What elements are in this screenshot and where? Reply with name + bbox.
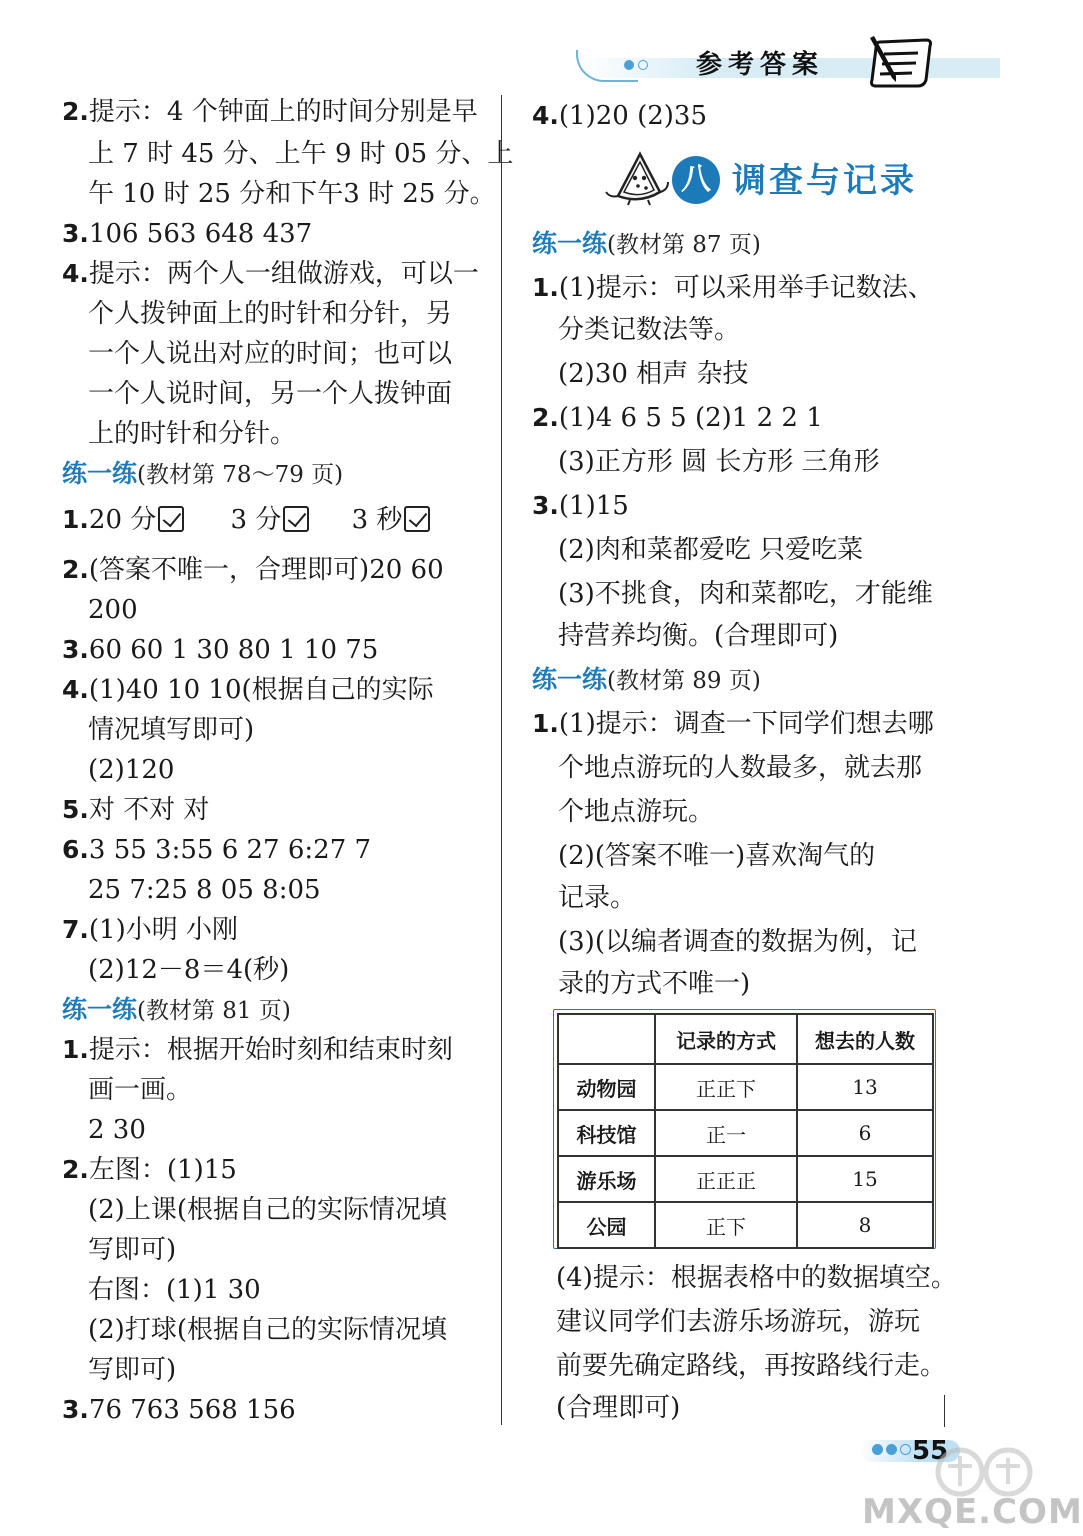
- answer-line: 4.(1)20 (2)35: [532, 101, 707, 131]
- answer-line: 上 7 时 45 分、上午 9 时 05 分、上: [88, 139, 514, 169]
- answer-line: 情况填写即可): [88, 715, 255, 745]
- answer-line: 25 7:25 8 05 8:05: [88, 875, 321, 905]
- answer-line: 记录。: [558, 883, 637, 913]
- answer-line: 3.76 763 568 156: [62, 1395, 296, 1425]
- answer-line: 7.(1)小明 小刚: [62, 915, 239, 945]
- footer-divider: [944, 1395, 945, 1427]
- answer-line: (2)肉和菜都爱吃 只爱吃菜: [558, 535, 864, 565]
- table-cell: 8: [797, 1202, 933, 1248]
- answer-line: 分类记数法等。: [558, 315, 741, 345]
- answer-line: 录的方式不唯一): [558, 969, 751, 999]
- answer-line: 5.对 不对 对: [62, 795, 210, 825]
- answer-line: 1.(1)提示：调查一下同学们想去哪: [532, 709, 934, 739]
- header-dots: [624, 60, 648, 70]
- header-title: 参考答案: [696, 50, 825, 80]
- section-heading: 练一练(教材第 81 页): [62, 995, 291, 1024]
- answer-line: (4)提示：根据表格中的数据填空。: [556, 1263, 957, 1293]
- checkbox-checked-icon: [404, 506, 430, 532]
- answer-line: 6.3 55 3:55 6 27 6:27 7: [62, 835, 372, 865]
- table-cell: 公园: [558, 1202, 655, 1248]
- answer-line: 前要先确定路线，再按路线行走。: [556, 1351, 947, 1381]
- paper-pen-icon: [866, 34, 940, 90]
- answer-line: 1.提示：根据开始时刻和结束时刻: [62, 1035, 453, 1065]
- table-row: [558, 1110, 933, 1156]
- section-heading: 练一练(教材第 78～79 页): [62, 459, 344, 488]
- answer-line: 上的时针和分针。: [88, 419, 297, 449]
- unit-title: 调查与记录: [732, 161, 917, 201]
- answer-line: 3.60 60 1 30 80 1 10 75: [62, 635, 379, 665]
- answer-line: (3)(以编者调查的数据为例，记: [558, 927, 917, 957]
- table-cell: 正一: [655, 1110, 797, 1156]
- table-row: [558, 1064, 933, 1110]
- answer-line: 2.左图：(1)15: [62, 1155, 237, 1185]
- answer-line: 个人拨钟面上的时针和分针，另: [88, 299, 453, 329]
- answer-line: 4.提示：两个人一组做游戏，可以一: [62, 259, 479, 289]
- table-cell: 正下: [655, 1202, 797, 1248]
- table-cell: 游乐场: [558, 1156, 655, 1202]
- answer-line: 午 10 时 25 分和下午3 时 25 分。: [88, 179, 496, 209]
- answer-line: 右图：(1)1 30: [88, 1275, 261, 1305]
- answer-line: 2.(答案不唯一，合理即可)20 60: [62, 555, 444, 585]
- answer-line: 4.(1)40 10 10(根据自己的实际: [62, 675, 434, 705]
- table-row: [558, 1202, 933, 1248]
- answer-line: 2.(1)4 6 5 5 (2)1 2 2 1: [532, 403, 823, 433]
- footer-dots: [872, 1444, 911, 1455]
- table-cell: 15: [797, 1156, 933, 1202]
- answer-line: (2)30 相声 杂技: [558, 359, 749, 389]
- record-table: [557, 1013, 934, 1249]
- answer-line: 建议同学们去游乐场游玩，游玩: [556, 1307, 921, 1337]
- answer-line: 3.(1)15: [532, 491, 629, 521]
- answer-line: (3)正方形 圆 长方形 三角形: [558, 447, 880, 477]
- answer-line: (2)(答案不唯一)喜欢淘气的: [558, 841, 876, 871]
- column-divider: [501, 95, 502, 1425]
- section-heading: 练一练(教材第 87 页): [532, 229, 761, 258]
- checkbox-checked-icon: [283, 506, 309, 532]
- answer-line: (2)12－8＝4(秒): [88, 955, 290, 985]
- table-cell: 科技馆: [558, 1110, 655, 1156]
- table-row: [558, 1156, 933, 1202]
- table-cell: 13: [797, 1064, 933, 1110]
- unit-number-badge: 八: [672, 156, 720, 204]
- answer-line: (2)120: [88, 755, 175, 785]
- table-header-cell: 记录的方式: [655, 1014, 797, 1064]
- table-header-cell: 想去的人数: [797, 1014, 933, 1064]
- answer-line: (3)不挑食，肉和菜都吃，才能维: [558, 579, 933, 609]
- table-header-cell: [558, 1014, 655, 1064]
- watermark-text: MXQE.COM: [862, 1492, 1083, 1532]
- section-heading: 练一练(教材第 89 页): [532, 665, 761, 694]
- answer-line: 2.提示：4 个钟面上的时间分别是早: [62, 97, 478, 127]
- checkbox-checked-icon: [158, 506, 184, 532]
- table-cell: 动物园: [558, 1064, 655, 1110]
- answer-line: 1.20 分 3 分 3 秒: [62, 504, 430, 536]
- table-cell: 6: [797, 1110, 933, 1156]
- table-cell: 正正下: [655, 1064, 797, 1110]
- answer-line: 写即可): [88, 1235, 177, 1265]
- answer-line: 个地点游玩的人数最多，就去那: [558, 753, 923, 783]
- answer-line: 2 30: [88, 1115, 146, 1145]
- answer-line: 3.106 563 648 437: [62, 219, 313, 249]
- page-number: 55: [912, 1436, 949, 1466]
- answer-line: 持营养均衡。(合理即可): [558, 621, 839, 651]
- answer-line: 个地点游玩。: [558, 797, 715, 827]
- table-cell: 正正正: [655, 1156, 797, 1202]
- answer-line: 画一画。: [88, 1075, 193, 1105]
- answer-line: (2)上课(根据自己的实际情况填: [88, 1195, 447, 1225]
- answer-line: 一个人说时间，另一个人拨钟面: [88, 379, 453, 409]
- answer-line: (2)打球(根据自己的实际情况填: [88, 1315, 447, 1345]
- watermelon-mascot-icon: [602, 148, 672, 206]
- answer-line: 200: [88, 595, 138, 625]
- answer-line: 写即可): [88, 1355, 177, 1385]
- table-header-row: [558, 1014, 933, 1064]
- answer-line: (合理即可): [556, 1393, 681, 1423]
- answer-line: 一个人说出对应的时间；也可以: [88, 339, 453, 369]
- answer-line: 1.(1)提示：可以采用举手记数法、: [532, 273, 934, 303]
